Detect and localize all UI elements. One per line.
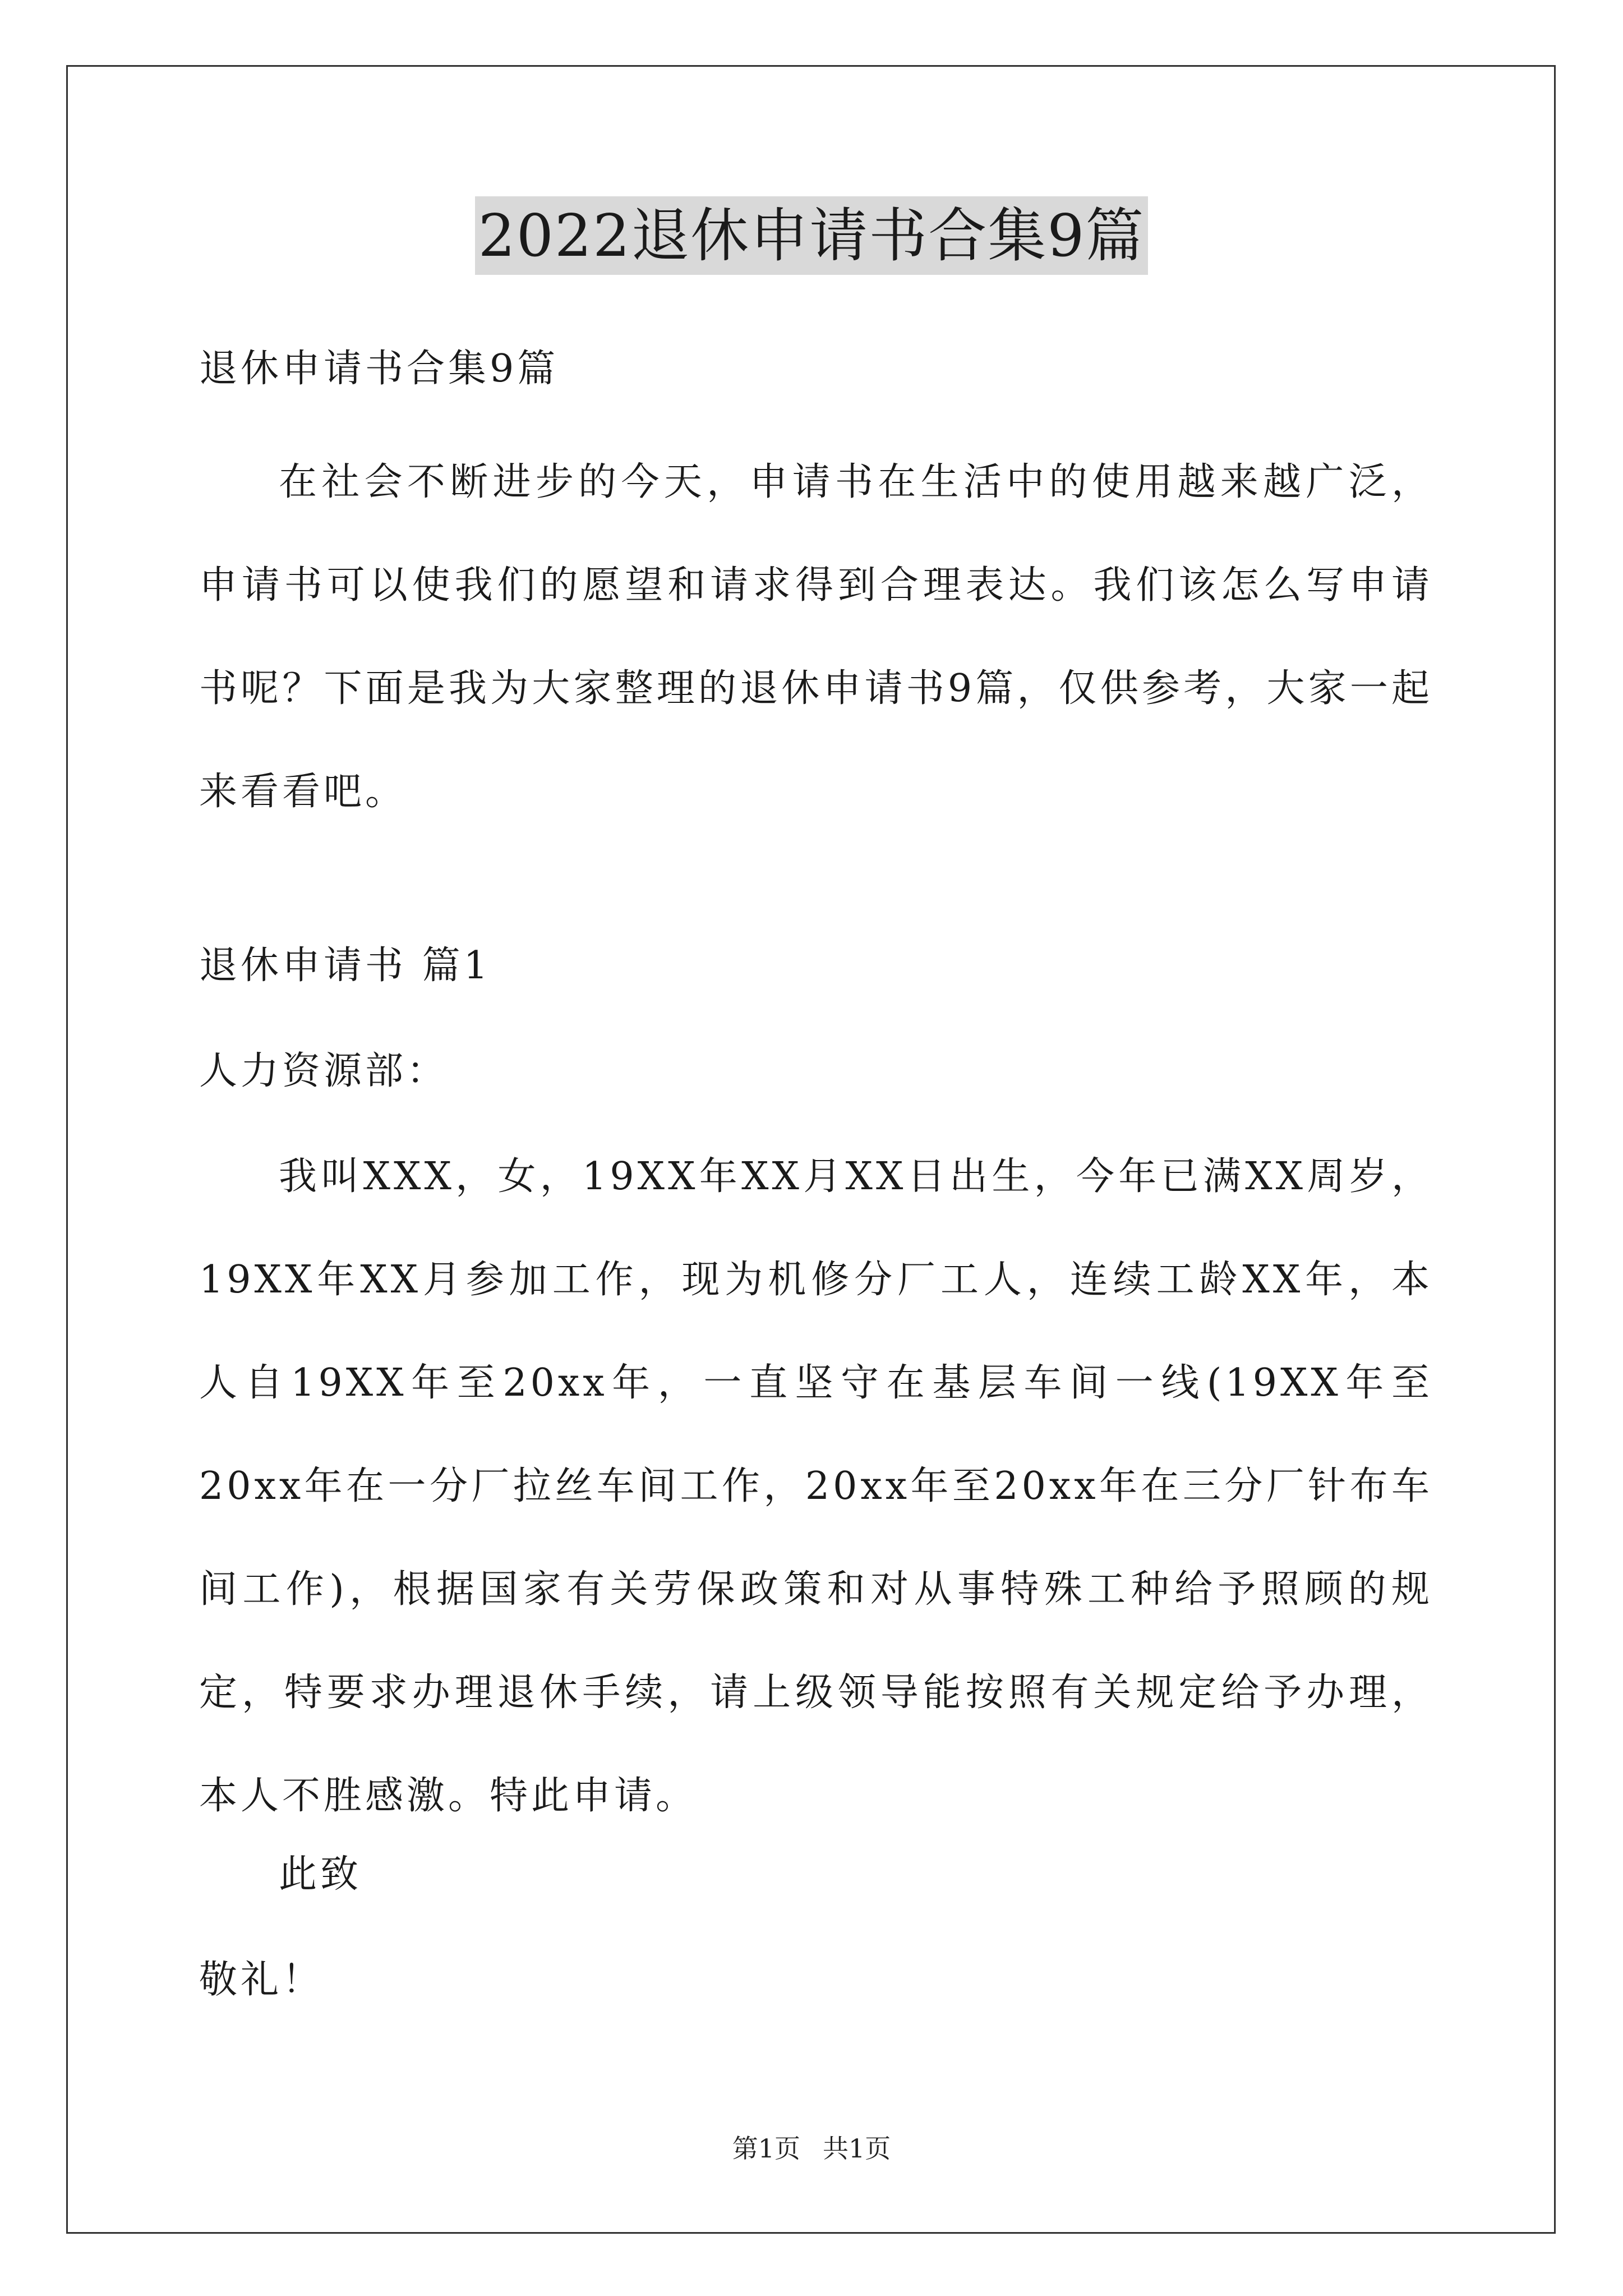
page-number-current: 第1页 (732, 2133, 800, 2164)
title-container (0, 196, 1623, 275)
intro-paragraph: 在社会不断进步的今天，申请书在生活中的使用越来越广泛，申请书可以使我们的愿望和请求得到合理表达。我们该怎么写申请书呢？下面是我为大家整理的退休申请书9篇，仅供参考，大家一起来看看吧。 (199, 460, 1433, 814)
page-number-total: 共1页 (823, 2133, 891, 2164)
body-paragraph: 我叫XXX，女，19XX年XX月XX日出生，今年已满XX周岁，19XX年XX月参加工作，现为机修分厂工人，连续工龄XX年，本人自19XX年至20xx年，一直坚守在基层车间一线(19XX年至20xx年在一分厂拉丝车间工作，20xx年至20xx年在三分厂针布车间工作)，根据国家有关劳保政策和对从事特殊工种给予照顾的规定，特要求办理退休手续，请上级领导能按照有关规定给予办理，本人不胜感激。特此申请。 (199, 1154, 1433, 1818)
document-title: 2022退休申请书合集9篇 (475, 196, 1149, 275)
page-footer (0, 2132, 1623, 2165)
salutation: 人力资源部： (199, 1049, 449, 1093)
closing-regards: 此致 (279, 1852, 362, 1897)
section-heading: 退休申请书 篇1 (199, 944, 491, 988)
document-body (199, 314, 1433, 2007)
closing-salute: 敬礼！ (199, 1958, 324, 2002)
document-subtitle: 退休申请书合集9篇 (199, 347, 559, 391)
